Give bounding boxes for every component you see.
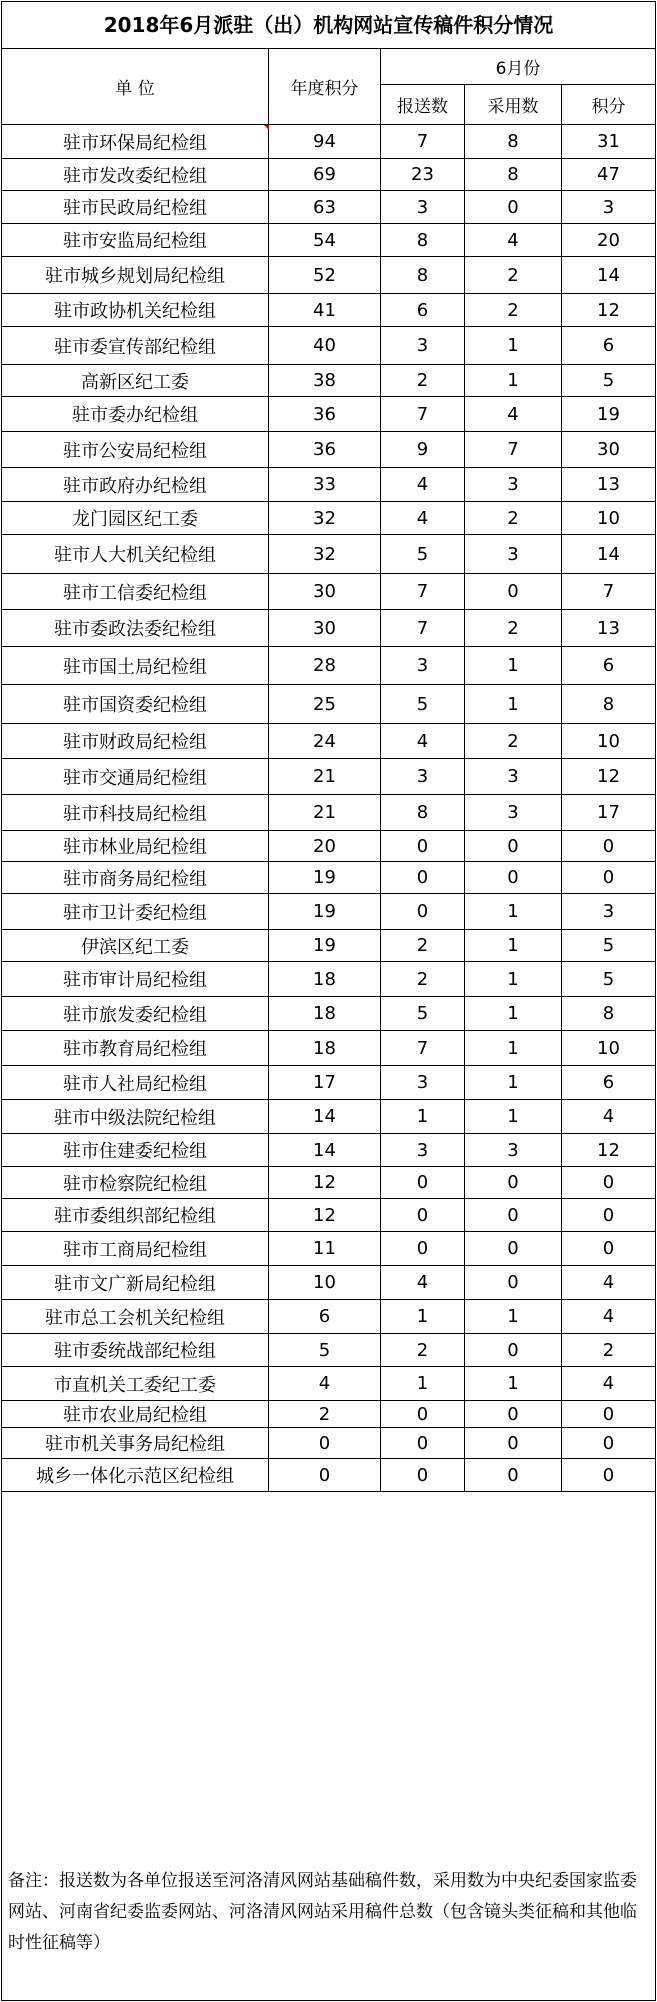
points-cell: 6 [602,1072,615,1093]
adopted-cell: 0 [465,1232,562,1265]
annual-points-cell: 30 [269,574,381,609]
points-cell: 0 [602,1204,615,1226]
annual-points-cell: 19 [269,862,381,893]
submitted-cell: 9 [381,432,465,467]
unit-cell: 驻市委政法委纪检组 [2,610,269,646]
adopted-cell: 2 [465,257,562,293]
annual-points-cell: 2 [269,1401,381,1427]
unit-cell: 驻市委组织部纪检组 [2,1199,269,1231]
submitted-cell: 4 [381,502,465,534]
table-row [2,1134,655,1167]
submitted-cell: 0 [381,1428,465,1458]
adopted-cell: 1 [465,365,562,396]
adopted-cell: 1 [465,962,562,996]
submitted-cell: 4 [381,468,465,501]
submitted-cell: 3 [381,1066,465,1099]
unit-cell: 驻市委统战部纪检组 [2,1334,269,1366]
annual-points-cell: 18 [269,962,381,996]
annual-points-cell: 38 [269,365,381,396]
submitted-cell: 3 [381,191,465,223]
points-cell: 6 [602,335,615,356]
adopted-cell: 2 [465,724,562,758]
adopted-cell: 1 [465,894,562,929]
unit-cell: 高新区纪工委 [2,365,269,396]
adopted-cell: 1 [465,327,562,364]
unit-cell: 驻市审计局纪检组 [2,962,269,996]
submitted-cell: 3 [381,647,465,684]
comment-marker-icon [264,125,269,130]
submitted-cell: 8 [381,224,465,256]
table-row [2,1232,655,1266]
adopted-cell: 3 [465,795,562,830]
annual-points-cell: 36 [269,397,381,431]
adopted-cell: 1 [465,1100,562,1133]
submitted-cell: 7 [381,125,465,158]
adopted-cell: 0 [465,1266,562,1299]
points-cell: 4 [602,1106,615,1127]
points-cell: 5 [602,370,615,391]
adopted-cell: 3 [465,1134,562,1166]
unit-cell: 驻市中级法院纪检组 [2,1100,269,1133]
submitted-cell: 7 [381,397,465,431]
points-cell: 0 [602,1172,615,1193]
unit-cell: 驻市卫计委纪检组 [2,894,269,929]
adopted-cell: 7 [465,432,562,467]
table-title: 2018年6月派驻（出）机构网站宣传稿件积分情况 [2,2,655,49]
unit-cell: 驻市国土局纪检组 [2,647,269,684]
table-row [2,1428,655,1459]
points-cell: 13 [597,617,620,639]
table-row [2,397,655,432]
table-row [2,930,655,962]
adopted-cell: 0 [465,1459,562,1491]
annual-points-cell: 36 [269,432,381,467]
adopted-cell: 0 [465,1167,562,1198]
adopted-cell: 4 [465,397,562,431]
table-row [2,685,655,724]
points-cell: 20 [597,229,620,251]
adopted-cell: 0 [465,574,562,609]
adopted-cell: 1 [465,1066,562,1099]
points-cell: 10 [597,730,620,752]
adopted-cell: 0 [465,862,562,893]
table-row [2,365,655,397]
submitted-cell: 5 [381,997,465,1030]
unit-cell: 驻市农业局纪检组 [2,1401,269,1427]
annual-points-cell: 14 [269,1134,381,1166]
points-cell: 12 [597,766,620,787]
submitted-cell: 3 [381,759,465,794]
table-row [2,224,655,257]
points-cell: 12 [597,1139,620,1161]
adopted-cell: 1 [465,1300,562,1333]
annual-points-cell: 14 [269,1100,381,1133]
points-cell: 8 [602,1003,615,1024]
table-row [2,1300,655,1334]
submitted-cell: 0 [381,1401,465,1427]
table-row [2,610,655,647]
annual-points-cell: 24 [269,724,381,758]
adopted-cell: 1 [465,997,562,1030]
points-cell: 14 [597,264,620,286]
annual-points-cell: 32 [269,535,381,573]
adopted-cell: 1 [465,685,562,723]
unit-cell: 驻市人大机关纪检组 [2,535,269,573]
submitted-cell: 7 [381,1031,465,1065]
points-cell: 5 [602,935,615,956]
annual-points-cell: 21 [269,795,381,830]
points-cell: 2 [602,1339,615,1361]
annual-points-cell: 52 [269,257,381,293]
adopted-cell: 1 [465,1031,562,1065]
adopted-cell: 2 [465,502,562,534]
adopted-cell: 0 [465,831,562,861]
annual-points-cell: 5 [269,1334,381,1366]
points-cell: 0 [602,1403,615,1425]
annual-points-cell: 11 [269,1232,381,1265]
annual-points-cell: 21 [269,759,381,794]
submitted-cell: 2 [381,365,465,396]
adopted-cell: 3 [465,759,562,794]
annual-points-cell: 32 [269,502,381,534]
submitted-cell: 23 [381,159,465,190]
unit-cell: 驻市财政局纪检组 [2,724,269,758]
unit-cell: 驻市林业局纪检组 [2,831,269,861]
submitted-cell: 6 [381,294,465,326]
table-row [2,1459,655,1492]
annual-points-cell: 41 [269,294,381,326]
table-row [2,1266,655,1300]
unit-cell: 驻市委宣传部纪检组 [2,327,269,364]
header-annual-points: 年度积分 [269,49,381,124]
unit-cell: 驻市交通局纪检组 [2,759,269,794]
table-row [2,574,655,610]
table-row [2,468,655,502]
annual-points-cell: 63 [269,191,381,223]
table-row [2,759,655,795]
submitted-cell: 4 [381,1266,465,1299]
annual-points-cell: 20 [269,831,381,861]
annual-points-cell: 28 [269,647,381,684]
annual-points-cell: 33 [269,468,381,501]
submitted-cell: 1 [381,1300,465,1333]
adopted-cell: 8 [465,159,562,190]
table-row [2,1100,655,1134]
submitted-cell: 8 [381,795,465,830]
table-row [2,159,655,191]
submitted-cell: 5 [381,535,465,573]
header-submitted: 报送数 [381,85,465,124]
submitted-cell: 0 [381,1232,465,1265]
table-row [2,1066,655,1100]
annual-points-cell: 94 [269,125,381,158]
unit-cell: 驻市旅发委纪检组 [2,997,269,1030]
points-cell: 6 [602,655,615,676]
points-cell: 30 [597,439,620,460]
submitted-cell: 0 [381,894,465,929]
points-cell: 17 [597,802,620,823]
unit-cell: 驻市政府办纪检组 [2,468,269,501]
unit-cell: 驻市民政局纪检组 [2,191,269,223]
adopted-cell: 8 [465,125,562,158]
unit-cell: 驻市工信委纪检组 [2,574,269,609]
annual-points-cell: 25 [269,685,381,723]
score-table [1,1,656,2001]
unit-cell: 驻市文广新局纪检组 [2,1266,269,1299]
unit-cell: 市直机关工委纪工委 [2,1367,269,1400]
annual-points-cell: 6 [269,1300,381,1333]
annual-points-cell: 69 [269,159,381,190]
points-cell: 3 [602,196,615,218]
table-header [2,49,655,125]
points-cell: 13 [597,474,620,495]
submitted-cell: 0 [381,1199,465,1231]
points-cell: 5 [602,968,615,990]
annual-points-cell: 12 [269,1167,381,1198]
adopted-cell: 0 [465,1334,562,1366]
points-cell: 0 [602,835,615,857]
header-month: 6月份 [381,49,655,85]
unit-cell: 驻市城乡规划局纪检组 [2,257,269,293]
submitted-cell: 4 [381,724,465,758]
unit-cell: 驻市检察院纪检组 [2,1167,269,1198]
unit-cell: 驻市机关事务局纪检组 [2,1428,269,1458]
points-cell: 10 [597,1037,620,1059]
submitted-cell: 8 [381,257,465,293]
annual-points-cell: 12 [269,1199,381,1231]
header-unit: 单 位 [2,49,269,124]
submitted-cell: 7 [381,574,465,609]
annual-points-cell: 30 [269,610,381,646]
unit-cell: 龙门园区纪工委 [2,502,269,534]
table-row [2,191,655,224]
footnote: 备注：报送数为各单位报送至河洛清风网站基础稿件数，采用数为中央纪委国家监委网站、河南省纪委监委网站、河洛清风网站采用稿件总数（包含镜头类征稿和其他临时性征稿等） [8,1871,637,1953]
unit-cell: 驻市政协机关纪检组 [2,294,269,326]
table-row [2,962,655,997]
table-row [2,862,655,894]
unit-cell: 驻市环保局纪检组 [2,125,269,158]
adopted-cell: 0 [465,1401,562,1427]
unit-cell: 驻市教育局纪检组 [2,1031,269,1065]
points-cell: 19 [597,403,620,425]
table-row [2,535,655,574]
table-row [2,502,655,535]
unit-cell: 驻市国资委纪检组 [2,685,269,723]
table-row [2,831,655,862]
unit-cell: 驻市委办纪检组 [2,397,269,431]
annual-points-cell: 18 [269,997,381,1030]
unit-cell: 驻市人社局纪检组 [2,1066,269,1099]
submitted-cell: 0 [381,862,465,893]
adopted-cell: 1 [465,930,562,961]
table-row [2,294,655,327]
submitted-cell: 2 [381,962,465,996]
table-row [2,1167,655,1199]
adopted-cell: 2 [465,294,562,326]
adopted-cell: 0 [465,1199,562,1231]
points-cell: 10 [597,507,620,529]
submitted-cell: 5 [381,685,465,723]
submitted-cell: 0 [381,1459,465,1491]
table-row [2,647,655,685]
header-points: 积分 [591,97,626,117]
submitted-cell: 1 [381,1367,465,1400]
points-cell: 0 [602,867,615,888]
adopted-cell: 1 [465,647,562,684]
points-cell: 47 [597,164,620,185]
points-cell: 31 [597,131,620,152]
unit-cell: 驻市总工会机关纪检组 [2,1300,269,1333]
table-row [2,1367,655,1401]
unit-cell: 驻市工商局纪检组 [2,1232,269,1265]
table-row [2,257,655,294]
points-cell: 14 [597,543,620,565]
points-cell: 8 [602,693,615,715]
annual-points-cell: 40 [269,327,381,364]
unit-cell: 驻市安监局纪检组 [2,224,269,256]
submitted-cell: 0 [381,1167,465,1198]
adopted-cell: 0 [465,191,562,223]
unit-cell: 驻市商务局纪检组 [2,862,269,893]
points-cell: 4 [602,1306,615,1327]
annual-points-cell: 17 [269,1066,381,1099]
adopted-cell: 3 [465,535,562,573]
points-cell: 0 [602,1464,615,1486]
submitted-cell: 7 [381,610,465,646]
annual-points-cell: 4 [269,1367,381,1400]
table-row [2,1031,655,1066]
adopted-cell: 4 [465,224,562,256]
table-row [2,795,655,831]
unit-cell: 伊滨区纪工委 [2,930,269,961]
table-row [2,1334,655,1367]
unit-cell: 驻市发改委纪检组 [2,159,269,190]
table-row [2,1199,655,1232]
table-row [2,724,655,759]
adopted-cell: 3 [465,468,562,501]
annual-points-cell: 0 [269,1459,381,1491]
annual-points-cell: 19 [269,930,381,961]
points-cell: 4 [602,1272,615,1293]
table-row [2,997,655,1031]
submitted-cell: 1 [381,1100,465,1133]
table-row [2,894,655,930]
points-cell: 0 [602,1432,615,1454]
submitted-cell: 3 [381,327,465,364]
submitted-cell: 2 [381,1334,465,1366]
adopted-cell: 2 [465,610,562,646]
points-cell: 3 [602,901,615,922]
submitted-cell: 2 [381,930,465,961]
unit-cell: 驻市公安局纪检组 [2,432,269,467]
unit-cell: 驻市科技局纪检组 [2,795,269,830]
annual-points-cell: 10 [269,1266,381,1299]
adopted-cell: 0 [465,1428,562,1458]
points-cell: 0 [602,1238,615,1259]
table-row [2,327,655,365]
annual-points-cell: 54 [269,224,381,256]
annual-points-cell: 18 [269,1031,381,1065]
table-row [2,1401,655,1428]
table-row [2,125,655,159]
submitted-cell: 3 [381,1134,465,1166]
annual-points-cell: 0 [269,1428,381,1458]
header-adopted: 采用数 [465,85,562,124]
points-cell: 12 [597,299,620,321]
adopted-cell: 1 [465,1367,562,1400]
points-cell: 4 [602,1373,615,1394]
submitted-cell: 0 [381,831,465,861]
points-cell: 7 [602,581,615,602]
table-row [2,432,655,468]
unit-cell: 城乡一体化示范区纪检组 [2,1459,269,1491]
annual-points-cell: 19 [269,894,381,929]
unit-cell: 驻市住建委纪检组 [2,1134,269,1166]
